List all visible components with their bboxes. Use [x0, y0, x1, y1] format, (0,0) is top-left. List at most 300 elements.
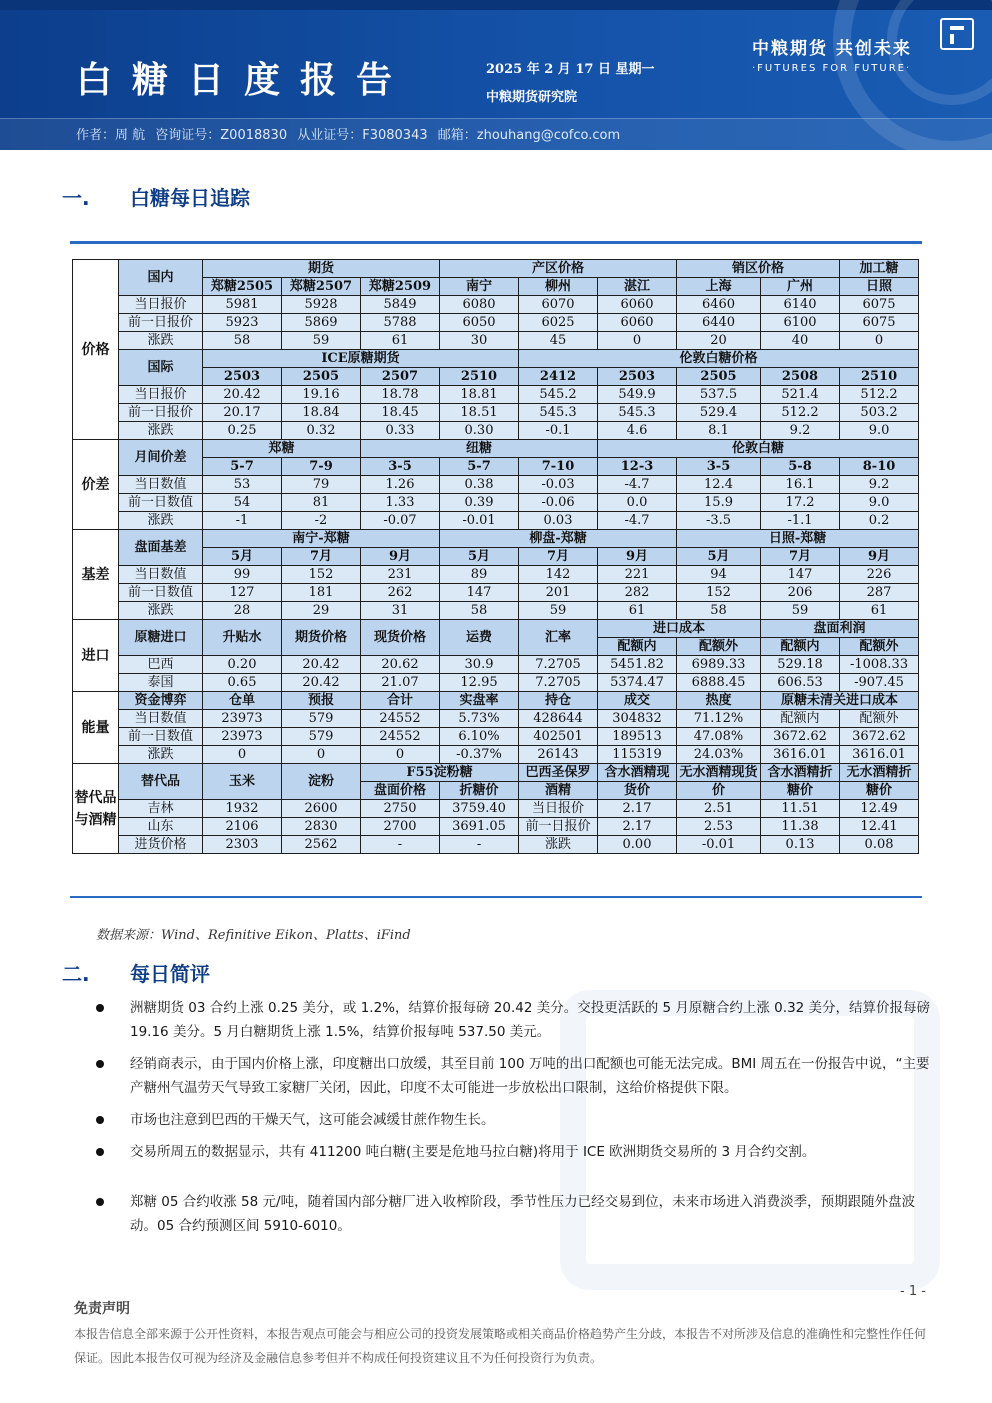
- table-cell: 0.0: [598, 494, 677, 512]
- table-cell: -0.01: [440, 512, 519, 530]
- col-header: 2510: [840, 368, 919, 386]
- row-label: 涨跌: [119, 746, 203, 764]
- comment-text: 市场也注意到巴西的干燥天气，这可能会减缓甘蔗作物生长。: [130, 1112, 495, 1128]
- col-header: 含水酒精折: [761, 764, 840, 782]
- row-label: 当日报价: [119, 386, 203, 404]
- table-cell: 0: [598, 332, 677, 350]
- table-cell: 58: [677, 602, 761, 620]
- group-paper-profit: 盘面利润: [761, 620, 919, 638]
- table-cell: 20.17: [203, 404, 282, 422]
- table-cell: 231: [361, 566, 440, 584]
- table-cell: 147: [440, 584, 519, 602]
- col-header: 仓单: [203, 692, 282, 710]
- table-cell: 18.81: [440, 386, 519, 404]
- table-cell: 17.2: [761, 494, 840, 512]
- col-header: 7月: [519, 548, 598, 566]
- table-cell: -0.1: [519, 422, 598, 440]
- table-cell: -0.01: [677, 836, 761, 854]
- table-cell: 5788: [361, 314, 440, 332]
- table-row: [73, 440, 919, 458]
- col-header: 汇率: [519, 620, 598, 656]
- table-cell: 0.25: [203, 422, 282, 440]
- table-cell: 0.08: [840, 836, 919, 854]
- col-header: 9月: [361, 548, 440, 566]
- table-cell: 30.9: [440, 656, 519, 674]
- table-cell: 6070: [519, 296, 598, 314]
- table-cell: 3616.01: [840, 746, 919, 764]
- table-row: [73, 764, 919, 782]
- table-cell: 521.4: [761, 386, 840, 404]
- table-cell: 2.17: [598, 818, 677, 836]
- table-cell: 16.1: [761, 476, 840, 494]
- table-cell: 152: [677, 584, 761, 602]
- table-cell: 20.42: [282, 656, 361, 674]
- table-cell: 6888.45: [677, 674, 761, 692]
- table-cell: 81: [282, 494, 361, 512]
- bullet-icon: [96, 1148, 104, 1156]
- table-cell: 7.2705: [519, 656, 598, 674]
- table-row: [73, 296, 919, 314]
- report-header: [0, 0, 992, 150]
- col-header: 3-5: [677, 458, 761, 476]
- table-cell: 2600: [282, 800, 361, 818]
- table-cell: 9.0: [840, 494, 919, 512]
- table-cell: 45: [519, 332, 598, 350]
- row-label: 巴西: [119, 656, 203, 674]
- table-cell: 40: [761, 332, 840, 350]
- col-header: 日照: [840, 278, 919, 296]
- table-cell: 6075: [840, 296, 919, 314]
- col-header: 柳州: [519, 278, 598, 296]
- author-info: [76, 124, 626, 143]
- table-cell: 142: [519, 566, 598, 584]
- consult-number: 咨询证号：Z0018830: [155, 128, 288, 143]
- table-cell: 545.2: [519, 386, 598, 404]
- table-cell: 24.03%: [677, 746, 761, 764]
- table-cell: 18.84: [282, 404, 361, 422]
- table-cell: 配额内: [761, 710, 840, 728]
- table-row: [73, 260, 919, 278]
- author-name: 作者：周 航: [76, 128, 146, 143]
- table-cell: 537.5: [677, 386, 761, 404]
- table-cell: 127: [203, 584, 282, 602]
- section-1-label: 白糖每日追踪: [130, 186, 250, 210]
- table-cell: 4.6: [598, 422, 677, 440]
- table-cell: 549.9: [598, 386, 677, 404]
- list-item: [96, 996, 936, 1044]
- table-cell: 2562: [282, 836, 361, 854]
- group-london-white: 伦敦白糖价格: [519, 350, 919, 368]
- table-row: [73, 386, 919, 404]
- table-cell: 201: [519, 584, 598, 602]
- comment-text: 洲糖期货 03 合约上涨 0.25 美分，或 1.2%，结算价报每磅 20.42 美分。交投更活跃的 5 月原糖合约上涨 0.32 美分，结算价报每磅 19.16 美分。5 月白糖期货上涨 1.5%，结算价报每吨 537.50 美元。: [130, 1000, 931, 1040]
- group-ice-raw: ICE原糖期货: [203, 350, 519, 368]
- table-cell: 0.03: [519, 512, 598, 530]
- col-header: 12-3: [598, 458, 677, 476]
- col-header: 5月: [677, 548, 761, 566]
- table-cell: 2303: [203, 836, 282, 854]
- row-label: 前一日数值: [119, 728, 203, 746]
- table-cell: 20: [677, 332, 761, 350]
- col-header: 配额外: [840, 638, 919, 656]
- logo-text-en: ·FUTURES FOR FUTURE·: [752, 63, 912, 74]
- col-header: 湛江: [598, 278, 677, 296]
- table-cell: 28: [203, 602, 282, 620]
- table-cell: 54: [203, 494, 282, 512]
- table-cell: 5981: [203, 296, 282, 314]
- table-cell: 15.9: [677, 494, 761, 512]
- table-cell: 206: [761, 584, 840, 602]
- col-header: 2510: [440, 368, 519, 386]
- table-cell: 3672.62: [761, 728, 840, 746]
- table-cell: 12.49: [840, 800, 919, 818]
- table-cell: 58: [203, 332, 282, 350]
- table-cell: 1.26: [361, 476, 440, 494]
- table-cell: -1.1: [761, 512, 840, 530]
- table-cell: 9.0: [840, 422, 919, 440]
- table-cell: 5849: [361, 296, 440, 314]
- table-cell: 115319: [598, 746, 677, 764]
- table-cell: 6060: [598, 296, 677, 314]
- row-label: 吉林: [119, 800, 203, 818]
- col-header: 配额内: [598, 638, 677, 656]
- col-header: 3-5: [361, 458, 440, 476]
- list-item: [96, 1108, 936, 1132]
- table-cell: 7.2705: [519, 674, 598, 692]
- col-header: 2505: [282, 368, 361, 386]
- table-cell: 0.38: [440, 476, 519, 494]
- table-cell: 20.42: [282, 674, 361, 692]
- comment-list: [96, 996, 936, 1246]
- table-cell: 20.42: [203, 386, 282, 404]
- page-number: - 1 -: [900, 1284, 926, 1299]
- table-row: [73, 332, 919, 350]
- table-cell: 61: [361, 332, 440, 350]
- row-label: 当日数值: [119, 476, 203, 494]
- row-label: 前一日报价: [119, 404, 203, 422]
- table-row: [73, 512, 919, 530]
- table-cell: 2106: [203, 818, 282, 836]
- row-label: 泰国: [119, 674, 203, 692]
- section-1-rule: [70, 241, 922, 244]
- table-cell: 0.39: [440, 494, 519, 512]
- col-header: 配额内: [761, 638, 840, 656]
- table-cell: 26143: [519, 746, 598, 764]
- table-cell: 545.3: [598, 404, 677, 422]
- spread-label: 月间价差: [119, 440, 203, 476]
- row-label: 当日数值: [119, 710, 203, 728]
- row-label: 前一日报价: [119, 314, 203, 332]
- col-header: 无水酒精折: [840, 764, 919, 782]
- col-header: 玉米: [203, 764, 282, 800]
- table-row: [73, 404, 919, 422]
- table-row: [73, 692, 919, 710]
- table-row: [73, 746, 919, 764]
- table-cell: 19.16: [282, 386, 361, 404]
- group-zhengtang: 郑糖: [203, 440, 361, 458]
- table-cell: 0.65: [203, 674, 282, 692]
- table-row: [73, 494, 919, 512]
- section-2-label: 每日简评: [130, 962, 210, 986]
- row-label: 当日报价: [519, 800, 598, 818]
- table-cell: 5451.82: [598, 656, 677, 674]
- col-header: 合计: [361, 692, 440, 710]
- table-row: [73, 584, 919, 602]
- import-label: 原糖进口: [119, 620, 203, 656]
- table-row: [73, 836, 919, 854]
- table-cell: 512.2: [761, 404, 840, 422]
- table-cell: -907.45: [840, 674, 919, 692]
- table-cell: 24552: [361, 728, 440, 746]
- table-cell: 9.2: [761, 422, 840, 440]
- comment-text: 郑糖 05 合约收涨 58 元/吨，随着国内部分糖厂进入收榨阶段，季节性压力已经交易到位，未来市场进入消费淡季，预期跟随外盘波动。05 合约预测区间 5910-6010。: [130, 1194, 916, 1234]
- list-item: [96, 1190, 936, 1238]
- col-header: 9月: [840, 548, 919, 566]
- table-row: [73, 530, 919, 548]
- col-header: 2503: [203, 368, 282, 386]
- table-cell: 5928: [282, 296, 361, 314]
- table-cell: 79: [282, 476, 361, 494]
- table-cell: 29: [282, 602, 361, 620]
- table-cell: 6080: [440, 296, 519, 314]
- table-cell: 61: [840, 602, 919, 620]
- category-energy: 能量: [73, 692, 119, 764]
- group-sales-price: 销区价格: [677, 260, 840, 278]
- table-cell: 5.73%: [440, 710, 519, 728]
- table-cell: 5374.47: [598, 674, 677, 692]
- table-cell: 12.4: [677, 476, 761, 494]
- table-cell: 221: [598, 566, 677, 584]
- table-cell: 0: [282, 746, 361, 764]
- table-cell: 503.2: [840, 404, 919, 422]
- table-cell: 529.18: [761, 656, 840, 674]
- section-1-title: [62, 182, 250, 211]
- table-cell: 0.13: [761, 836, 840, 854]
- table-cell: 47.08%: [677, 728, 761, 746]
- license-number: 从业证号：F3080343: [297, 128, 428, 143]
- table-cell: 59: [519, 602, 598, 620]
- category-substitutes: 替代品与酒精: [73, 764, 119, 854]
- table-cell: 282: [598, 584, 677, 602]
- table-cell: 6100: [761, 314, 840, 332]
- col-header: 货价: [598, 782, 677, 800]
- group-rizhao-zz: 日照-郑糖: [677, 530, 919, 548]
- table-cell: 18.78: [361, 386, 440, 404]
- table-cell: 53: [203, 476, 282, 494]
- table-cell: 6.10%: [440, 728, 519, 746]
- section-2-number: 二.: [62, 962, 90, 986]
- col-header: 上海: [677, 278, 761, 296]
- table-cell: -1: [203, 512, 282, 530]
- table-cell: 0.30: [440, 422, 519, 440]
- group-liuzhou-zz: 柳盘-郑糖: [440, 530, 677, 548]
- table-cell: 9.2: [840, 476, 919, 494]
- disclaimer-title: 免责声明: [74, 1301, 130, 1317]
- author-email[interactable]: 邮箱：zhouhang@cofco.com: [437, 128, 621, 143]
- col-header: 2507: [361, 368, 440, 386]
- subst-label: 替代品: [119, 764, 203, 800]
- table-cell: 18.45: [361, 404, 440, 422]
- col-header: 7-10: [519, 458, 598, 476]
- table-cell: 23973: [203, 710, 282, 728]
- table-cell: 配额外: [840, 710, 919, 728]
- table-cell: 529.4: [677, 404, 761, 422]
- row-label: 山东: [119, 818, 203, 836]
- table-cell: 99: [203, 566, 282, 584]
- col-header: 升贴水: [203, 620, 282, 656]
- table-cell: 0.33: [361, 422, 440, 440]
- basis-label: 盘面基差: [119, 530, 203, 566]
- col-header: 酒精: [519, 782, 598, 800]
- report-title: 白糖日度报告: [76, 59, 413, 101]
- table-cell: 12.41: [840, 818, 919, 836]
- table-cell: 0.32: [282, 422, 361, 440]
- table-cell: -0.07: [361, 512, 440, 530]
- group-nanning-zz: 南宁-郑糖: [203, 530, 440, 548]
- table-cell: 5923: [203, 314, 282, 332]
- bullet-icon: [96, 1060, 104, 1068]
- row-label: 涨跌: [119, 512, 203, 530]
- table-cell: 6025: [519, 314, 598, 332]
- intl-label: 国际: [119, 350, 203, 386]
- col-header: 价: [677, 782, 761, 800]
- table-cell: 2750: [361, 800, 440, 818]
- col-header: 8-10: [840, 458, 919, 476]
- table-cell: 3672.62: [840, 728, 919, 746]
- row-label: 当日数值: [119, 566, 203, 584]
- table-cell: 23973: [203, 728, 282, 746]
- col-header: 热度: [677, 692, 761, 710]
- table-cell: -0.37%: [440, 746, 519, 764]
- table-cell: 6440: [677, 314, 761, 332]
- table-row: [73, 476, 919, 494]
- col-header: 2505: [677, 368, 761, 386]
- group-import-cost: 进口成本: [598, 620, 761, 638]
- row-label: 涨跌: [119, 602, 203, 620]
- row-label: 前一日数值: [119, 494, 203, 512]
- list-item: [96, 1140, 936, 1164]
- col-header: 折糖价: [440, 782, 519, 800]
- domestic-label: 国内: [119, 260, 203, 296]
- table-cell: 61: [598, 602, 677, 620]
- group-uncleared-cost: 原糖未清关进口成本: [761, 692, 919, 710]
- category-price: 价格: [73, 260, 119, 440]
- table-cell: 6989.33: [677, 656, 761, 674]
- table-cell: -0.06: [519, 494, 598, 512]
- comment-text: 经销商表示，由于国内价格上涨，印度糖出口放缓，其至目前 100 万吨的出口配额也可能无法完成。BMI 周五在一份报告中说，“主要产糖州气温劳天气导致工家糖厂关闭，因此，印度不太可能进一步放松出口限制，这给价格提供下限。: [130, 1056, 930, 1096]
- table-row: [73, 314, 919, 332]
- table-cell: 0: [361, 746, 440, 764]
- table-cell: 18.51: [440, 404, 519, 422]
- group-processed-sugar: 加工糖: [840, 260, 919, 278]
- table-cell: 24552: [361, 710, 440, 728]
- table-row: [73, 602, 919, 620]
- table-cell: 512.2: [840, 386, 919, 404]
- col-header: 运费: [440, 620, 519, 656]
- table-cell: 20.62: [361, 656, 440, 674]
- table-cell: 3759.40: [440, 800, 519, 818]
- list-item: [96, 1052, 936, 1100]
- table-cell: -4.7: [598, 512, 677, 530]
- table-cell: 0: [203, 746, 282, 764]
- table-cell: 6140: [761, 296, 840, 314]
- bullet-icon: [96, 1198, 104, 1206]
- table-row: [73, 818, 919, 836]
- report-institute: 中粮期货研究院: [486, 90, 578, 105]
- table-cell: 287: [840, 584, 919, 602]
- group-nytang: 纽糖: [361, 440, 598, 458]
- table-cell: 304832: [598, 710, 677, 728]
- table-cell: 2.53: [677, 818, 761, 836]
- table-cell: 71.12%: [677, 710, 761, 728]
- table-cell: 94: [677, 566, 761, 584]
- table-cell: 1932: [203, 800, 282, 818]
- row-label: 进货价格: [119, 836, 203, 854]
- table-cell: 11.51: [761, 800, 840, 818]
- col-header: 淀粉: [282, 764, 361, 800]
- table-cell: -4.7: [598, 476, 677, 494]
- row-label: 涨跌: [519, 836, 598, 854]
- section-2-title: [62, 958, 210, 987]
- col-header: 7月: [282, 548, 361, 566]
- table-cell: 226: [840, 566, 919, 584]
- col-header: 郑糖2509: [361, 278, 440, 296]
- table-row: [73, 566, 919, 584]
- company-logo: [752, 34, 912, 74]
- comment-text: 交易所周五的数据显示，共有 411200 吨白糖(主要是危地马拉白糖)将用于 ICE 欧洲期货交易所的 3 月合约交割。: [130, 1144, 816, 1160]
- table-cell: 6460: [677, 296, 761, 314]
- group-futures: 期货: [203, 260, 440, 278]
- col-header: 5月: [440, 548, 519, 566]
- table-cell: -0.03: [519, 476, 598, 494]
- col-header: 无水酒精现货: [677, 764, 761, 782]
- logo-text-cn: 中粮期货 共创未来: [752, 39, 912, 59]
- col-header: 5月: [203, 548, 282, 566]
- table-cell: -: [361, 836, 440, 854]
- table-cell: 6050: [440, 314, 519, 332]
- table-cell: 5869: [282, 314, 361, 332]
- table-cell: -1008.33: [840, 656, 919, 674]
- col-header: 预报: [282, 692, 361, 710]
- table-cell: -3.5: [677, 512, 761, 530]
- category-import: 进口: [73, 620, 119, 692]
- category-basis: 基差: [73, 530, 119, 620]
- logo-mark-icon: [940, 18, 974, 50]
- table-row: [73, 800, 919, 818]
- col-header: 广州: [761, 278, 840, 296]
- table-cell: 8.1: [677, 422, 761, 440]
- table-cell: 262: [361, 584, 440, 602]
- col-header: 南宁: [440, 278, 519, 296]
- table-row: [73, 710, 919, 728]
- disclaimer-text: 本报告信息全部来源于公开性资料，本报告观点可能会与相应公司的投资发展策略或相关商品价格趋势产生分歧，本报告不对所涉及信息的准确性和完整性作任何保证。因此本报告仅可视为经济及金融信息参考但并不构成任何投资建议且不为任何投资行为负责。: [74, 1327, 927, 1365]
- table-bottom-rule: [70, 896, 922, 898]
- col-header: 郑糖2507: [282, 278, 361, 296]
- group-f55: F55淀粉糖: [361, 764, 519, 782]
- table-cell: 0.20: [203, 656, 282, 674]
- table-cell: 3691.05: [440, 818, 519, 836]
- data-source: 数据来源：Wind、Refinitive Eikon、Platts、iFind: [96, 928, 411, 943]
- row-label: 涨跌: [119, 422, 203, 440]
- col-header: 5-7: [203, 458, 282, 476]
- col-header: 实盘率: [440, 692, 519, 710]
- table-cell: 2830: [282, 818, 361, 836]
- table-cell: 59: [761, 602, 840, 620]
- table-cell: 579: [282, 710, 361, 728]
- table-cell: 30: [440, 332, 519, 350]
- table-row: [73, 620, 919, 638]
- col-header: 5-8: [761, 458, 840, 476]
